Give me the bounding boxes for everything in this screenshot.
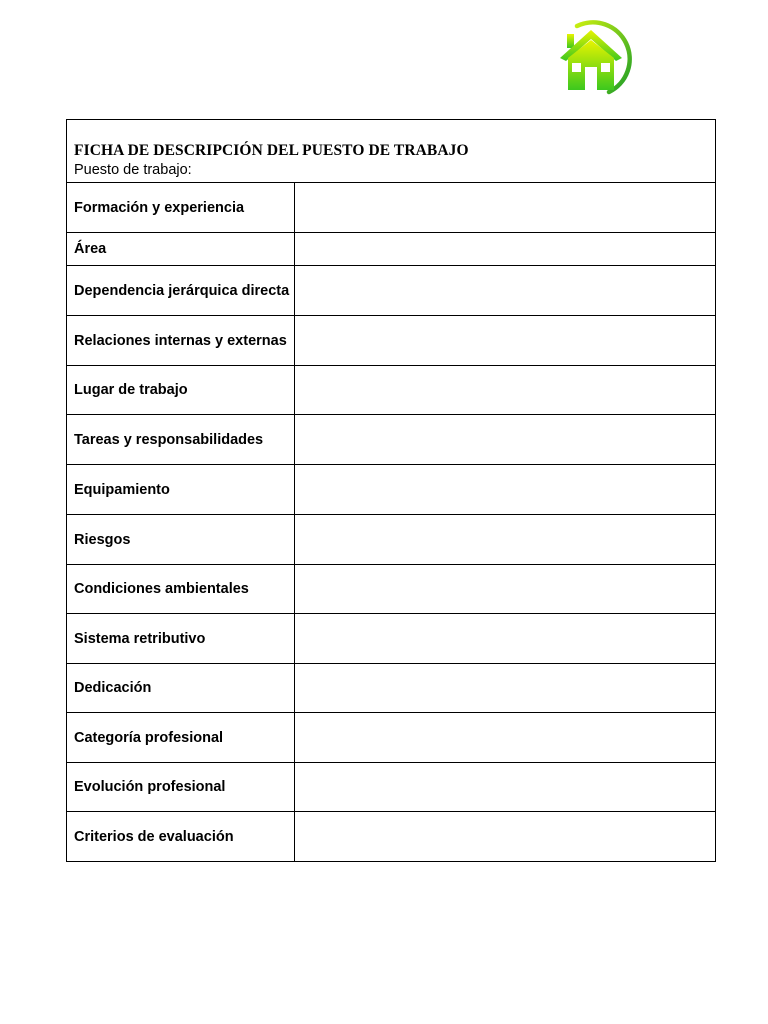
field-label: Tareas y responsabilidades xyxy=(67,415,295,464)
field-label: Equipamiento xyxy=(67,465,295,514)
form-row xyxy=(67,183,715,233)
field-value-cell[interactable] xyxy=(295,664,715,712)
form-row xyxy=(67,366,715,415)
job-title-label: Puesto de trabajo: xyxy=(74,162,192,178)
form-row xyxy=(67,565,715,614)
form-row xyxy=(67,415,715,465)
field-value-cell[interactable] xyxy=(295,233,715,265)
form-row xyxy=(67,664,715,713)
field-label: Categoría profesional xyxy=(67,713,295,762)
field-value-cell[interactable] xyxy=(295,415,715,464)
field-label: Relaciones internas y externas xyxy=(67,316,295,365)
field-label: Criterios de evaluación xyxy=(67,812,295,861)
field-label: Riesgos xyxy=(67,515,295,564)
field-label: Sistema retributivo xyxy=(67,614,295,663)
form-row xyxy=(67,812,715,861)
field-value-cell[interactable] xyxy=(295,266,715,315)
field-value-cell[interactable] xyxy=(295,366,715,414)
field-label: Dedicación xyxy=(67,664,295,712)
field-value-cell[interactable] xyxy=(295,316,715,365)
form-row xyxy=(67,316,715,366)
field-value-cell[interactable] xyxy=(295,515,715,564)
field-value-cell[interactable] xyxy=(295,183,715,232)
field-value-cell[interactable] xyxy=(295,713,715,762)
field-label: Área xyxy=(67,233,295,265)
field-value-cell[interactable] xyxy=(295,812,715,861)
field-value-cell[interactable] xyxy=(295,763,715,811)
form-title: FICHA DE DESCRIPCIÓN DEL PUESTO DE TRABAJO xyxy=(74,142,469,159)
form-row xyxy=(67,465,715,515)
form-row xyxy=(67,515,715,565)
form-row xyxy=(67,233,715,266)
field-value-cell[interactable] xyxy=(295,614,715,663)
field-label: Evolución profesional xyxy=(67,763,295,811)
field-label: Condiciones ambientales xyxy=(67,565,295,613)
field-value-cell[interactable] xyxy=(295,565,715,613)
form-row xyxy=(67,763,715,812)
form-row xyxy=(67,266,715,316)
field-value-cell[interactable] xyxy=(295,465,715,514)
form-header xyxy=(67,120,715,183)
house-logo-icon xyxy=(555,20,635,96)
form-row xyxy=(67,713,715,763)
form-row xyxy=(67,614,715,664)
job-description-form xyxy=(66,119,716,862)
field-label: Lugar de trabajo xyxy=(67,366,295,414)
field-label: Formación y experiencia xyxy=(67,183,295,232)
field-label: Dependencia jerárquica directa xyxy=(67,266,295,315)
